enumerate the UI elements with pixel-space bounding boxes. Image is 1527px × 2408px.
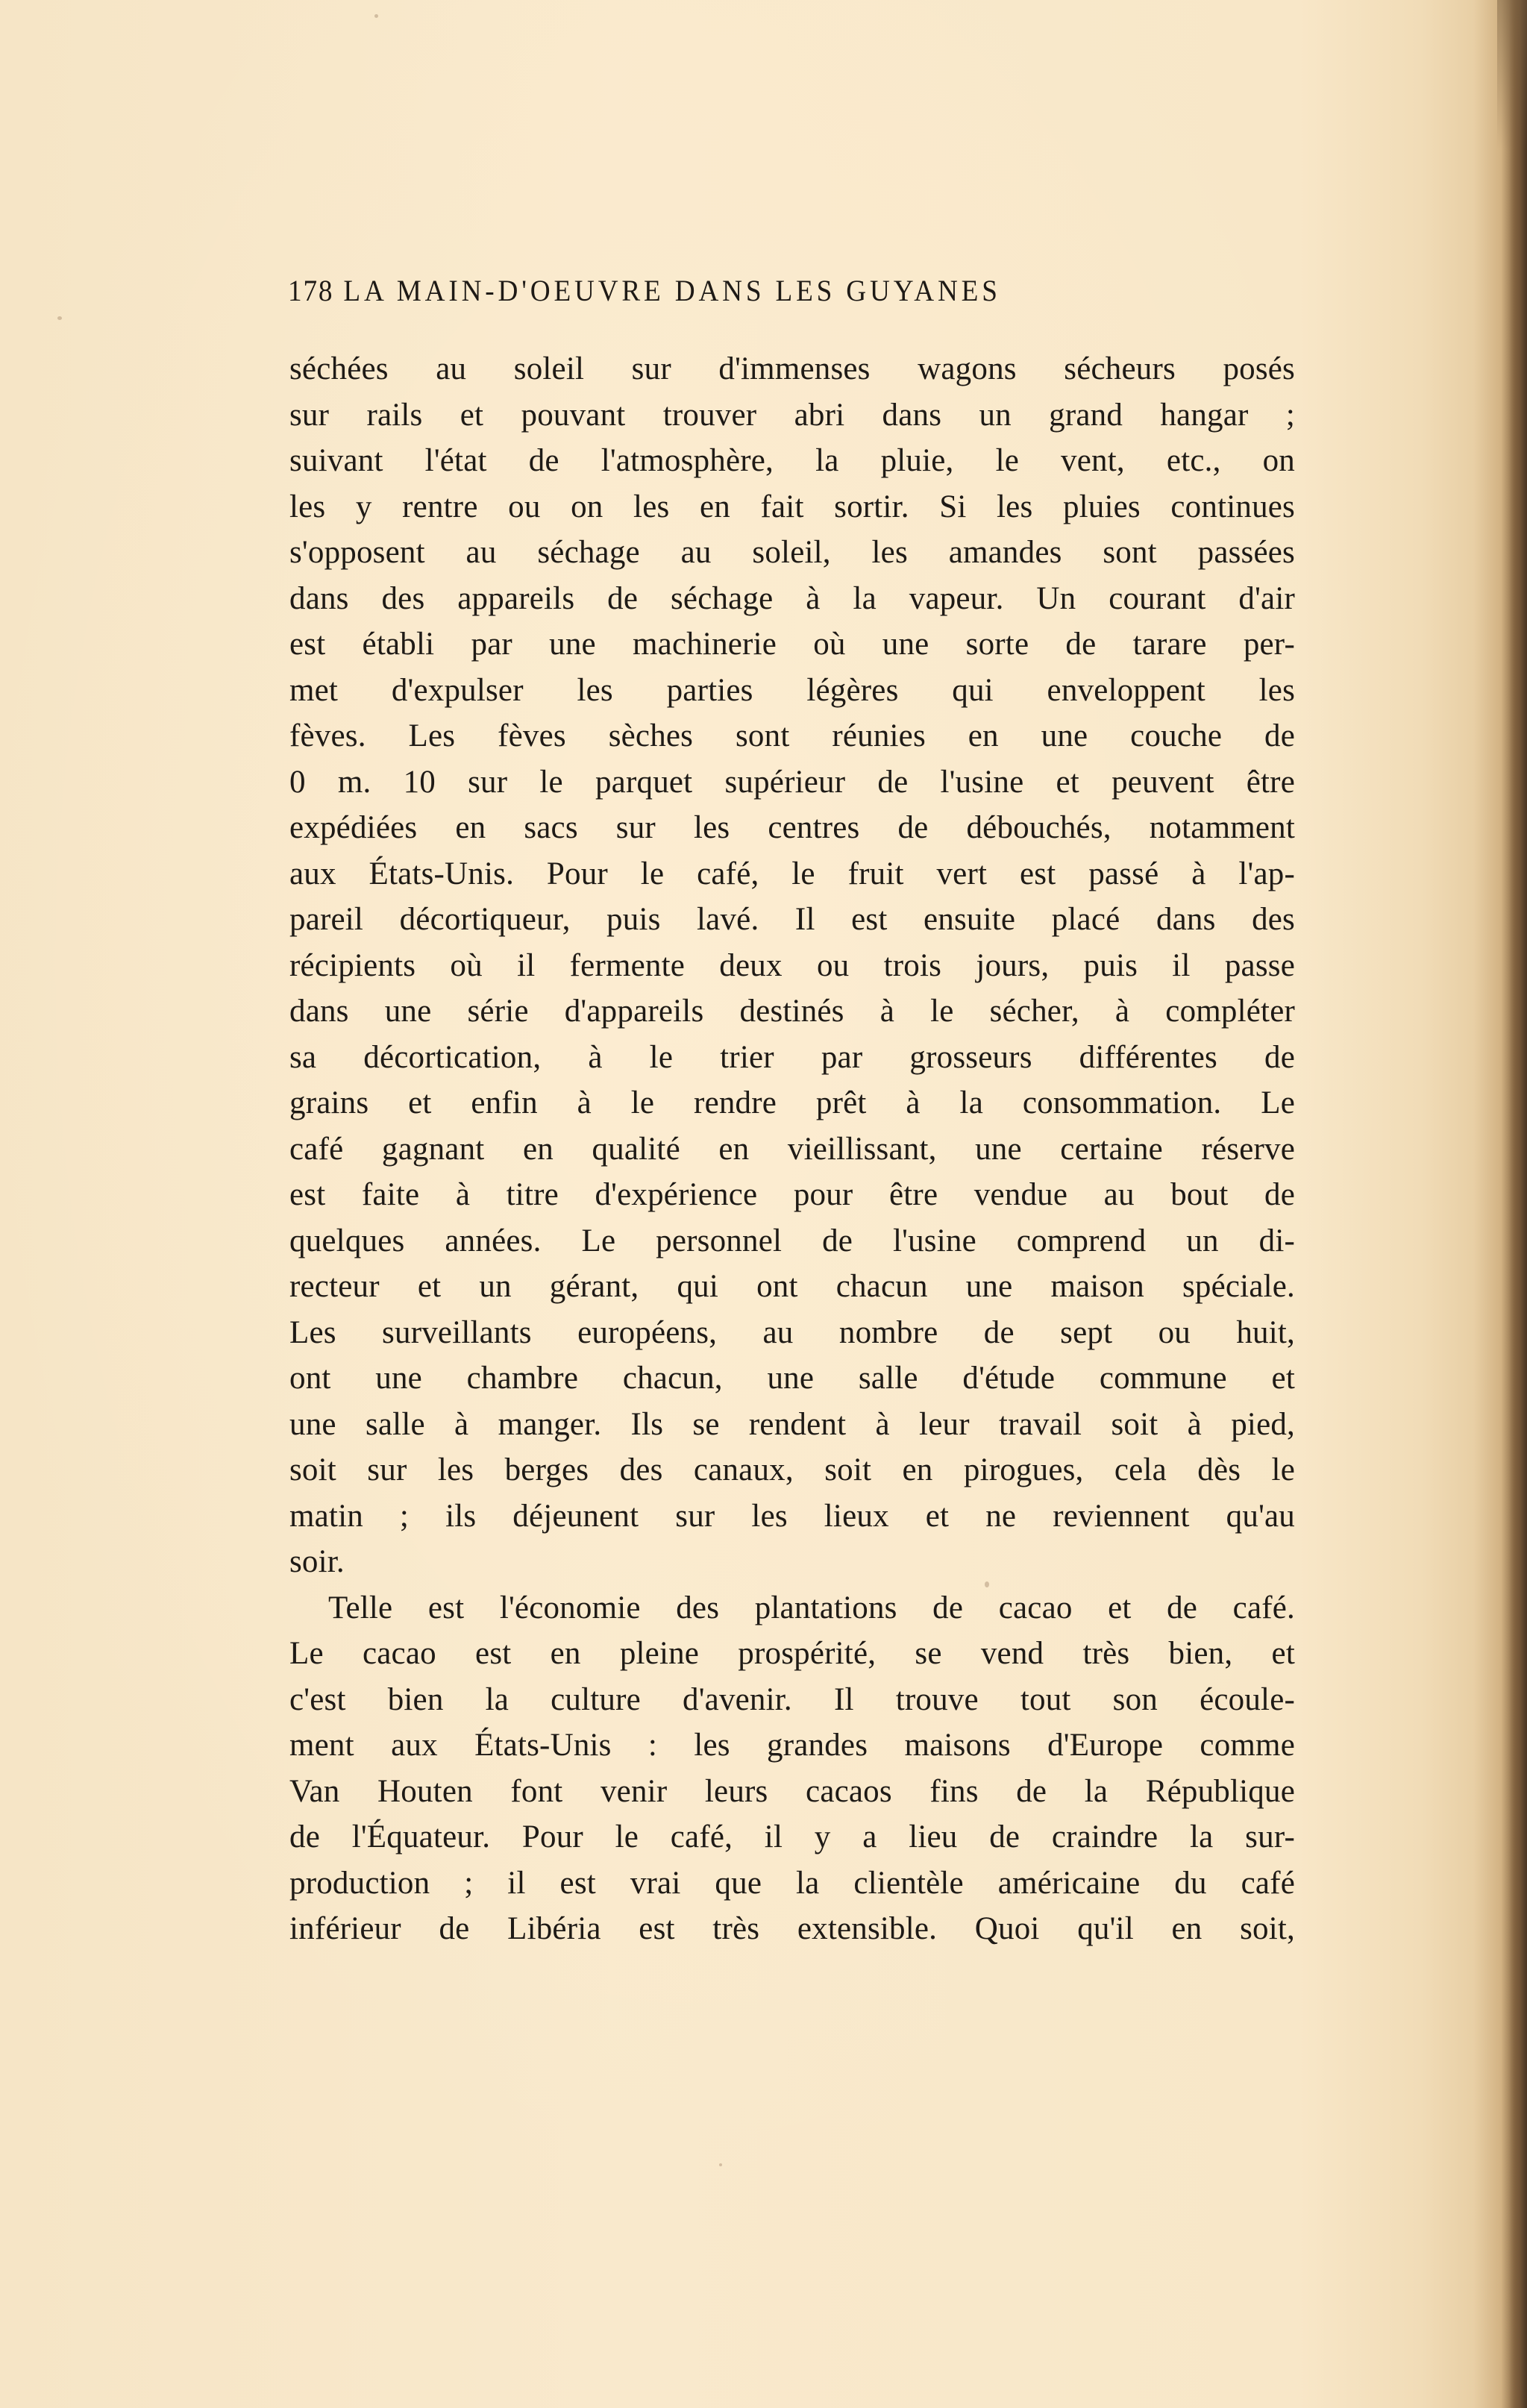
paper-speck [719, 2163, 722, 2166]
text-line: inférieur de Libéria est très extensible. Quoi qu'il en soit, [289, 1911, 1295, 1946]
paper-speck [57, 316, 62, 320]
text-line: ment aux États-Unis : les grandes maisons d'Europe comme [289, 1728, 1295, 1763]
paragraph-start-line: Telle est l'économie des plantations de cacao et de café. [328, 1590, 1295, 1625]
text-line: dans une série d'appareils destinés à le sécher, à compléter [289, 994, 1295, 1029]
text-line: 0 m. 10 sur le parquet supérieur de l'usine et peuvent être [289, 764, 1295, 800]
text-line: fèves. Les fèves sèches sont réunies en une couche de [289, 718, 1295, 753]
text-line: sa décortication, à le trier par grosseurs différentes de [289, 1039, 1295, 1075]
text-line: café gagnant en qualité en vieillissant, une certaine réserve [289, 1131, 1295, 1167]
text-line: recteur et un gérant, qui ont chacun une maison spéciale. [289, 1269, 1295, 1304]
text-line: récipients où il fermente deux ou trois jours, puis il passe [289, 947, 1295, 983]
text-line: Les surveillants européens, au nombre de sept ou huit, [289, 1314, 1295, 1350]
text-line: Le cacao est en pleine prospérité, se vend très bien, et [289, 1636, 1295, 1671]
text-line: aux États-Unis. Pour le café, le fruit vert est passé à l'ap- [289, 856, 1295, 891]
text-line: suivant l'état de l'atmosphère, la pluie, le vent, etc., on [289, 443, 1295, 478]
text-line: pareil décortiqueur, puis lavé. Il est ensuite placé dans des [289, 902, 1295, 937]
text-line: une salle à manger. Ils se rendent à leur travail soit à pied, [289, 1406, 1295, 1442]
running-head-title: LA MAIN-D'OEUVRE DANS LES GUYANES [343, 274, 1001, 307]
text-line: production ; il est vrai que la clientèle américaine du café [289, 1865, 1295, 1901]
text-line: est faite à titre d'expérience pour être vendue au bout de [289, 1177, 1295, 1212]
text-line: les y rentre ou on les en fait sortir. Si les pluies continues [289, 489, 1295, 524]
paper-speck [374, 14, 378, 18]
text-line: c'est bien la culture d'avenir. Il trouve tout son écoule- [289, 1681, 1295, 1717]
text-line: sur rails et pouvant trouver abri dans un grand hangar ; [289, 397, 1295, 433]
text-line: quelques années. Le personnel de l'usine comprend un di- [289, 1223, 1295, 1258]
text-line: est établi par une machinerie où une sorte de tarare per- [289, 627, 1295, 662]
text-line: s'opposent au séchage au soleil, les amandes sont passées [289, 535, 1295, 570]
text-line: ont une chambre chacun, une salle d'étude commune et [289, 1361, 1295, 1396]
text-line: de l'Équateur. Pour le café, il y a lieu de craindre la sur- [289, 1819, 1295, 1854]
page-number: 178 [288, 274, 334, 307]
page-edge-shadow-top [1497, 0, 1527, 149]
paragraph-end-line: soir. [289, 1544, 345, 1579]
text-line: Van Houten font venir leurs cacaos fins de la République [289, 1773, 1295, 1809]
running-head [288, 272, 1156, 310]
text-line: séchées au soleil sur d'immenses wagons sécheurs posés [289, 351, 1295, 386]
text-line: expédiées en sacs sur les centres de débouchés, notamment [289, 810, 1295, 845]
text-line: dans des appareils de séchage à la vapeur. Un courant d'air [289, 580, 1295, 616]
text-line: matin ; ils déjeunent sur les lieux et ne reviennent qu'au [289, 1498, 1295, 1534]
page-edge-shadow [1509, 0, 1527, 2408]
body-text [289, 346, 1295, 1952]
text-line: met d'expulser les parties légères qui enveloppent les [289, 672, 1295, 708]
text-line: soit sur les berges des canaux, soit en pirogues, cela dès le [289, 1452, 1295, 1487]
text-line: grains et enfin à le rendre prêt à la consommation. Le [289, 1085, 1295, 1120]
